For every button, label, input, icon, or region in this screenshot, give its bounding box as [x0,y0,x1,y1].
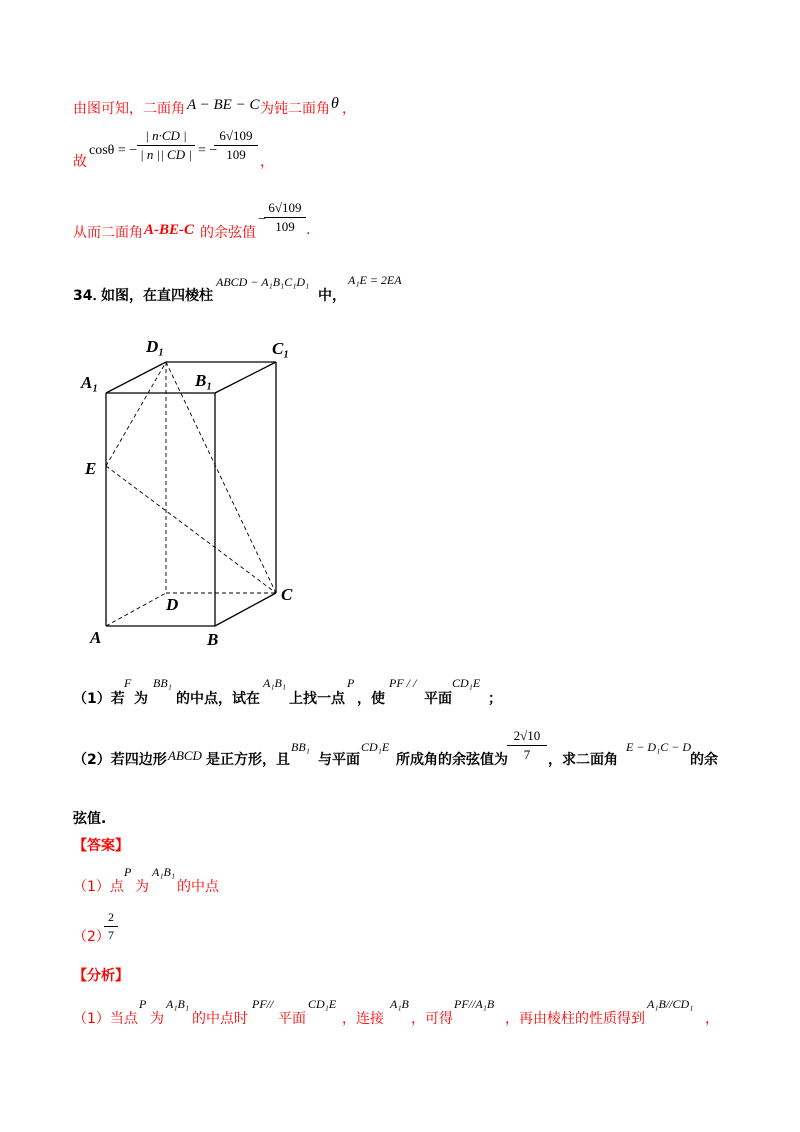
analysis-text: 平面 [278,1011,306,1027]
fraction: $\frac{6√109}{109}$ [264,200,306,235]
solution-text: ， [342,101,356,117]
quad-ABCD: ABCD [168,748,202,763]
solution-text: . [306,222,311,238]
var-P: P [124,865,132,879]
seg-A1B: A₁B [390,997,409,1011]
answer-heading: 【答案】 [73,838,129,854]
PF-parallel: PF// [252,997,274,1011]
seg-A1B1: A₁B₁ [152,865,176,879]
answer-text: 的中点 [177,879,219,895]
label-D: D [166,595,179,614]
label-C: C [281,585,293,604]
answer-text: （2） [73,929,110,945]
label-E: E [85,459,97,478]
var-P: P [139,997,147,1011]
prism-name: ABCD − A₁B₁C₁D₁ [216,275,310,289]
analysis-heading: 【分析】 [73,968,129,984]
seg-A1B1: A₁B₁ [166,997,190,1011]
problem-text: 是正方形，且 [206,752,290,768]
problem-text: 上找一点 [289,691,345,707]
problem-text: 如图，在直四棱柱 [101,288,213,304]
problem-text: ，使 [357,691,385,707]
PF-parallel: PF / / [389,676,417,690]
answer-text: （1）点 [73,879,124,895]
label-A: A [90,628,102,647]
dihedral-angle-name: A-BE-C [144,222,195,238]
seg-BB1: BB₁ [291,740,310,754]
problem-text: 为 [134,691,148,707]
problem-number: 34． [73,288,107,304]
fraction: $\frac{2√10}{7}$ [507,728,547,763]
analysis-text: ，连接 [342,1011,384,1027]
var-P: P [347,676,355,690]
analysis-text: ， [705,1011,719,1027]
solution-text: 故 [73,154,87,170]
plane-CD1E: CD₁E [308,997,337,1011]
equals-minus: = − [198,143,218,158]
label-B: B [207,630,219,649]
label-B1: B₁ [195,371,213,390]
plane-CD1E: CD₁E [452,676,481,690]
label-C1: C₁ [272,339,290,358]
analysis-text: （1）当点 [73,1011,138,1027]
A1B-parallel-CD1: A₁B//CD₁ [647,997,694,1011]
dihedral-angle-math: A − BE − C [187,97,260,113]
label-D1: D₁ [146,337,165,356]
analysis-text: ，可得 [411,1011,453,1027]
fraction: $\frac{| n\cdot CD |}{| n || CD |}$ [137,128,195,163]
problem-text: 的余 [690,752,718,768]
problem-text: 中， [318,288,346,304]
analysis-text: 的中点时 [192,1011,248,1027]
problem-text: ； [488,691,502,707]
answer-text: 为 [135,879,149,895]
problem-text: ，求二面角 [548,752,618,768]
seg-A1B1: A₁B₁ [263,676,287,690]
plane-CD1E: CD₁E [361,740,390,754]
condition: A₁E = 2EA [348,273,402,287]
fraction: $\frac{2}{7}$ [104,910,118,943]
problem-text: 与平面 [318,752,360,768]
minus-sign: − [258,212,266,227]
part1-label: （1）若 [73,691,125,707]
seg-BB1: BB₁ [153,676,172,690]
analysis-text: 为 [150,1011,164,1027]
problem-text: 弦值. [73,811,107,827]
part2-label: （2）若四边形 [73,752,167,768]
problem-text: 所成角的余弦值为 [396,752,508,768]
analysis-text: ，再由棱柱的性质得到 [505,1011,645,1027]
problem-text: 的中点，试在 [176,691,260,707]
solution-text: 从而二面角 [73,225,143,241]
problem-text: 平面 [424,691,452,707]
cos-formula: cosθ = − [89,143,138,158]
label-A1: A₁ [81,373,99,392]
solution-text: 的余弦值 [200,225,256,241]
solution-text: 为钝二面角 [260,101,330,117]
theta-symbol: θ [331,95,339,112]
PF-parallel-A1B: PF//A₁B [454,997,495,1011]
solution-text: ， [260,154,274,170]
prism-figure [70,330,330,650]
fraction: $\frac{6√109}{109}$ [214,128,258,163]
angle-E-D1C-D: E − D₁C − D [626,740,692,754]
var-F: F [124,676,132,690]
solution-text: 由图可知，二面角 [73,101,185,117]
